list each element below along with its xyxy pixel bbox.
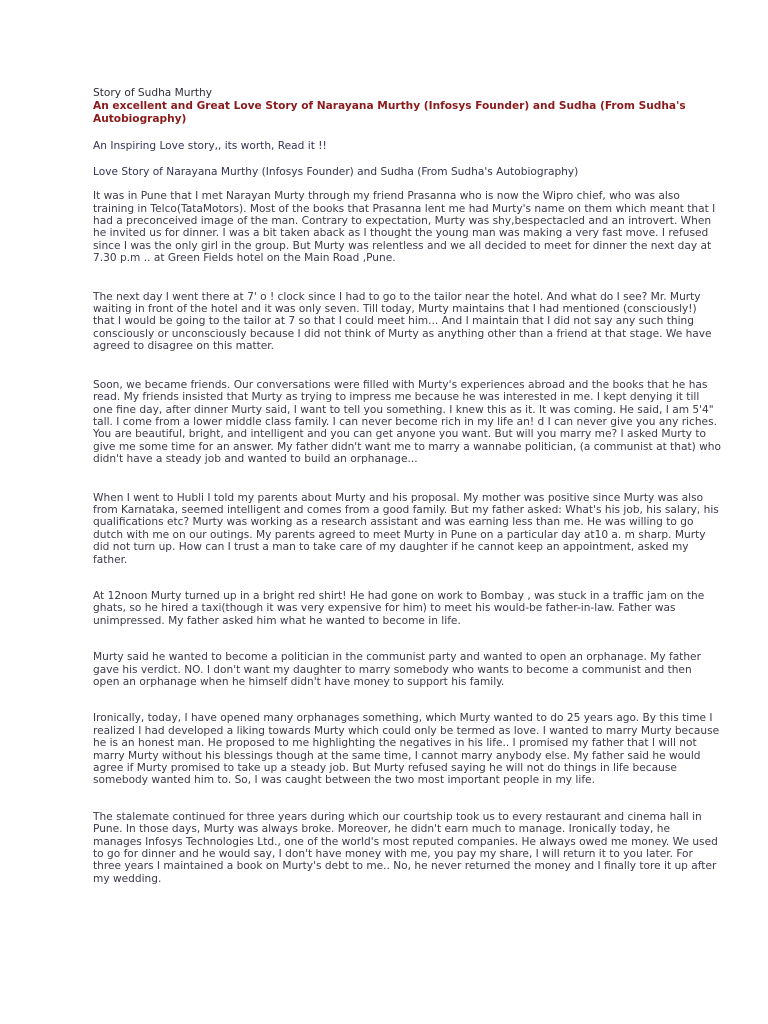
- document-subtitle: An excellent and Great Love Story of Narayana Murthy (Infosys Founder) and Sudha (From Sudha's Autobiography): [93, 100, 686, 126]
- story-heading: Love Story of Narayana Murthy (Infosys Founder) and Sudha (From Sudha's Autobiography): [93, 165, 579, 178]
- paragraph-1: It was in Pune that I met Narayan Murty through my friend Prasanna who is now the Wipro chief, who was also training in Telco(TataMotors). Most of the books that Prasanna lent me had Murty's name on them which meant that I had a preconceived image of the man. Contrary to expectation, Murty was shy,bespectacled and an introvert. When he invited us for dinner. I was a bit taken aback as I thought the young man was making a very fast move. I refused since I was the only girl in the group. But Murty was relentless and we all decided to meet for dinner the next day at 7.30 p.m .. at Green Fields hotel on the Main Road ,Pune.: [93, 190, 716, 265]
- document-title: Story of Sudha Murthy: [93, 87, 213, 99]
- document-page: [93, 87, 721, 885]
- paragraph-4: When I went to Hubli I told my parents about Murty and his proposal. My mother was positive since Murty was also from Karnataka, seemed intelligent and comes from a good family. But my father asked: What's his job, his salary, his qualifications etc? Murty was working as a research assistant and was earning less than me. He was willing to go dutch with me on our outings. My parents agreed to meet Murty in Pune on a particular day at10 a. m sharp. Murty did not turn up. How can I trust a man to take care of my daughter if he cannot keep an appointment, asked my father.: [93, 491, 719, 566]
- paragraph-7: Ironically, today, I have opened many orphanages something, which Murty wanted to do 25 years ago. By this time I realized I had developed a liking towards Murty which could only be termed as love. I wanted to marry Murty because he is an honest man. He proposed to me highlighting the negatives in his life.. I promised my father that I will not marry Murty without his blessings though at the same time, I cannot marry anybody else. My father said he would agree if Murty promised to take up a steady job. But Murty refused saying he will not do things in life because somebody wanted him to. So, I was caught between the two most important people in my life.: [93, 712, 720, 787]
- paragraph-3: Soon, we became friends. Our conversations were filled with Murty's experiences abroad and the books that he has read. My friends insisted that Murty as trying to impress me because he was interested in me. I kept denying it till one fine day, after dinner Murty said, I want to tell you something. I knew this as it. It was coming. He said, I am 5'4" tall. I come from a lower middle class family. I can never become rich in my life an! d I can never give you any riches. You are beautiful, bright, and intelligent and you can get anyone you want. But will you marry me? I asked Murty to give me some time for an answer. My father didn't want me to marry a wannabe politician, (a communist at that) who didn't have a steady job and wanted to build an orphanage...: [93, 378, 721, 466]
- paragraph-8: The stalemate continued for three years during which our courtship took us to every restaurant and cinema hall in Pune. In those days, Murty was always broke. Moreover, he didn't earn much to manage. Ironically today, he manages Infosys Technologies Ltd., one of the world's most reputed companies. He always owed me money. We used to go for dinner and he would say, I don't have money with me, you pay my share, I will return it to you later. For three years I maintained a book on Murty's debt to me.. No, he never returned the money and I finally tore it up after my wedding.: [93, 810, 718, 885]
- paragraph-6: Murty said he wanted to become a politician in the communist party and wanted to open an orphanage. My father gave his verdict. NO. I don't want my daughter to marry somebody who wants to become a communist and then open an orphanage when he himself didn't have money to support his family.: [93, 651, 701, 688]
- intro-line: An Inspiring Love story,, its worth, Read it !!: [93, 140, 327, 153]
- paragraph-2: The next day I went there at 7' o ! clock since I had to go to the tailor near the hotel. And what do I see? Mr. Murty waiting in front of the hotel and it was only seven. Till today, Murty maintains that I had mentioned (consciously!) that I would be going to the tailor at 7 so that I could meet him... And I maintain that I did not say any such thing consciously or unconsciously because I did not think of Murty as anything other than a friend at that stage. We have agreed to disagree on this matter.: [93, 290, 712, 353]
- paragraph-5: At 12noon Murty turned up in a bright red shirt! He had gone on work to Bombay , was stuck in a traffic jam on the ghats, so he hired a taxi(though it was very expensive for him) to meet his would-be father-in-law. Father was unimpressed. My father asked him what he wanted to become in life.: [93, 589, 705, 627]
